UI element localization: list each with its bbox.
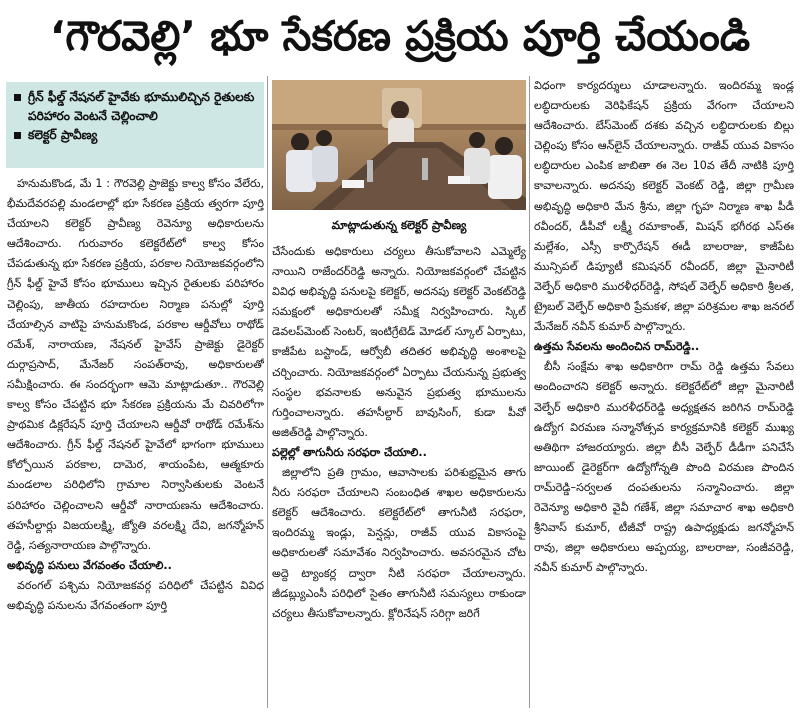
highlight-text: గ్రీన్ ఫీల్డ్ నేషనల్ హైవేకు భూములిచ్చిన రైతులకు పరిహారం వెంటనే చెల్లించాలి [28, 90, 255, 123]
bullet-square-icon [14, 132, 21, 139]
article-column-1 [7, 174, 264, 710]
highlight-item [12, 88, 258, 126]
headline: ‘గౌరవెల్లి’ భూ సేకరణ ప్రక్రియ పూర్తి చేయండి [49, 12, 751, 60]
article-subheading: పల్లెల్లో తాగునీరు సరఫరా చేయాలి.. [272, 445, 427, 459]
column-divider [529, 76, 530, 708]
bullet-square-icon [14, 94, 21, 101]
article-column-2 [272, 242, 526, 710]
article-paragraph: విధంగా కార్యదర్శులు చూడాలన్నారు. ఇందిరమ్మ ఇండ్ల లబ్ధిదారులకు వెరిఫికేషన్ ప్రక్రియ వేగంగా చేయాలని ఆదేశించారు. బేస్‌మెంట్ దశకు వచ్చిన లబ్ధిదారులకు బిల్లు చెల్లింపు కోసం ఆన్‌లైన్ చేయాలన్నారు. రాజీవ్ యువ వికాసం లబ్ధిదారుల ఎంపిక జాబితా ఈ నెల 10వ తేదీ నాటికి పూర్తి కావాలన్నారు. అదనపు కలెక్టర్ వెంకట్ రెడ్డి, జిల్లా గ్రామీణ అభివృద్ధి అధికారి మేన శ్రీను, జిల్లా గృహ నిర్మాణ శాఖ పీడీ రవీందర్, డీపీవో లక్ష్మీ రమాకాంత్, మిషన్ భగీరథ ఎస్ఈ మల్లేశం, ఎస్సీ కార్పొరేషన్ ఈడీ బాలరాజు, కాజీపేట మున్సిపల్ డిప్యూటీ కమిషనర్ రవీందర్, జిల్లా మైనారిటీ వెల్ఫేర్ అధికారి మురళీధర్‌రెడ్డి, సోషల్ వెల్ఫేర్ అధికారి శ్రీలత, ట్రైబల్ వెల్ఫేర్ అధికారి ప్రేమకళ, జిల్లా పరిశ్రమల శాఖ జనరల్ మేనేజర్ నవీన్ కుమార్ పాల్గొన్నారు. [534, 79, 794, 334]
article-paragraph: వరంగల్ పశ్చిమ నియోజకవర్గ పరిధిలో చేపట్టిన వివిధ అభివృద్ధి పనులను వేగవంతంగా పూర్తి [7, 578, 264, 612]
highlight-item [12, 126, 258, 145]
column-divider [267, 76, 268, 708]
article-paragraph: జిల్లాలోని ప్రతి గ్రామం, ఆవాసాలకు పరిశుభ్రమైన తాగు నీరు సరఫరా చేయాలని సంబంధిత శాఖల అధికారులను కలెక్టర్ ఆదేశించారు. కలెక్టరేట్‌లో తాగునీటి సరఫరా, ఇందిరమ్మ ఇండ్లు, పెన్షన్లు, రాజీవ్ యువ వికాసంపై అధికారులతో సమావేశం నిర్వహించారు. అవసరమైన చోట అద్దె ట్యాంకర్ల ద్వారా నీటి సరఫరా చేయాలన్నారు. జీడబ్ల్యుఎంసీ పరిధిలో సైతం తాగునీటి సమస్యలు రాకుండా చర్యలు తీసుకోవాలన్నారు. క్లోరినేషన్ సరిగ్గా జరిగే [272, 466, 526, 620]
article-paragraph: బీసీ సంక్షేమ శాఖ అధికారిగా రామ్ రెడ్డి ఉత్తమ సేవలు అందించారని కలెక్టర్ అన్నారు. కలెక్టరేట్‌లో జిల్లా మైనారిటీ వెల్ఫేర్ అధికారి మురళీధర్‌రెడ్డి అధ్యక్షతన జరిగిన రామ్‌రెడ్డి ఉద్యోగ విరమణ సన్మానోత్సవ కార్యక్రమానికి కలెక్టర్ ముఖ్య అతిథిగా హాజరయ్యారు. జిల్లా బీసీ వెల్ఫేర్ డీడీగా పనిచేసే జాయింట్ డైరెక్టర్‌గా ఉద్యోగోన్నతి పొంది విరమణ పొందిన రామ్‌రెడ్డి–సర్వలత దంపతులను సన్మానించారు. జిల్లా రెవెన్యూ అధికారి వైవీ గణేశ్, జిల్లా సమాచార శాఖ అధికారి శ్రీనివాస్ కుమార్, టీజీవో రాష్ట్ర ఉపాధ్యక్షుడు జగన్మోహన్ రావు, జిల్లా అధికారులు అప్పయ్య, బాలరాజు, సంజీవరెడ్డి, నవీన్ కుమార్ పాల్గొన్నారు. [534, 360, 794, 575]
article-subheading: ఉత్తమ సేవలను అందించిన రామ్‌రెడ్డి.. [534, 340, 700, 354]
article-paragraph: హనుమకొండ, మే 1 : గౌరవెల్లి ప్రాజెక్టు కాల్వ కోసం వేలేరు, భీమదేవరపల్లి మండలాల్లో భూ సేకరణ ప్రక్రియ త్వరగా పూర్తి చేయాలని కలెక్టర్ ప్రావీణ్య రెవెన్యూ అధికారులను ఆదేశించారు. గురువారం కలెక్టరేట్‌లో కాల్వ కోసం చేపడుతున్న భూ సేకరణ ప్రక్రియ, పరకాల నియోజకవర్గంలోని గ్రీన్ ఫీల్డ్ హైవే కోసం భూములు ఇచ్చిన రైతులకు పరిహారం చెల్లింపు, జాతీయ రహదారుల నిర్మాణ పనుల్లో పూర్తి చేయాల్సిన వాటిపై హనుమకొండ, పరకాల ఆర్డీవోలు రాథోడ్ రమేశ్, నారాయణ, నేషనల్ హైవేస్ ప్రాజెక్టు డైరెక్టర్ దుర్గాప్రసాద్, మేనేజర్ సంపత్‌రావు, అధికారులతో సమీక్షించారు. ఈ సందర్భంగా ఆమె మాట్లాడుతూ.. గౌరవెల్లి కాల్వ కోసం చేపట్టిన భూ సేకరణ ప్రక్రియను మే చివరిలోగా ప్రాథమిక డిక్లరేషన్ పూర్తి చేయాలని ఆర్డీవో రాథోడ్ రమేశ్‌ను ఆదేశించారు. గ్రీన్ ఫీల్డ్ నేషనల్ హైవేలో భాగంగా భూములు కోల్పోయిన పరకాల, దామెర, శాయంపేట, ఆత్మకూరు మండలాల పరిధిలోని గ్రామాల నిర్వాసితులకు వెంటనే పరిహారం చెల్లించాలని ఆర్డీవో నారాయణను ఆదేశించారు. తహసీల్దార్లు విజయలక్ష్మి, జ్యోతి వరలక్ష్మి దేవి, జగన్మోహన్ రెడ్డి, సత్యనారాయణ పాల్గొన్నారు. [7, 177, 264, 552]
article-subheading: అభివృద్ధి పనులు వేగవంతం చేయాలి.. [7, 558, 172, 572]
meeting-photo-illustration [272, 80, 526, 210]
highlight-text: కలెక్టర్ ప్రావీణ్య [28, 128, 98, 142]
article-column-3 [534, 76, 794, 710]
news-photo [272, 80, 526, 210]
article-paragraph: చేసేందుకు అధికారులు చర్యలు తీసుకోవాలని ఎమ్మెల్యే నాయిని రాజేందర్‌రెడ్డి అన్నారు. నియోజకవర్గంలో చేపట్టిన వివిధ అభివృద్ధి పనులపై కలెక్టర్, అదనపు కలెక్టర్ వెంకట్‌రెడ్డి సమక్షంలో అధికారులతో సమీక్ష నిర్వహించారు. స్కిల్ డెవలప్‌మెంట్ సెంటర్, ఇంటిగ్రేటెడ్ మోడల్ స్కూల్ ఏర్పాటు, కాజీపేట బస్టాండ్, ఆర్వోబీ తదితర అభివృద్ధి అంశాలపై చర్చించారు. నియోజకవర్గంలో ఏర్పాటు చేయనున్న ప్రభుత్వ సంస్థల భవనాలకు అనువైన ప్రభుత్వ భూములను గుర్తించాలన్నారు. తహసీల్దార్ బావుసింగ్, కుడా పీవో అజిత్‌రెడ్డి పాల్గొన్నారు. [272, 245, 526, 439]
highlights-box [6, 82, 264, 168]
photo-caption: మాట్లాడుతున్న కలెక్టర్ ప్రావీణ్య [272, 212, 526, 238]
